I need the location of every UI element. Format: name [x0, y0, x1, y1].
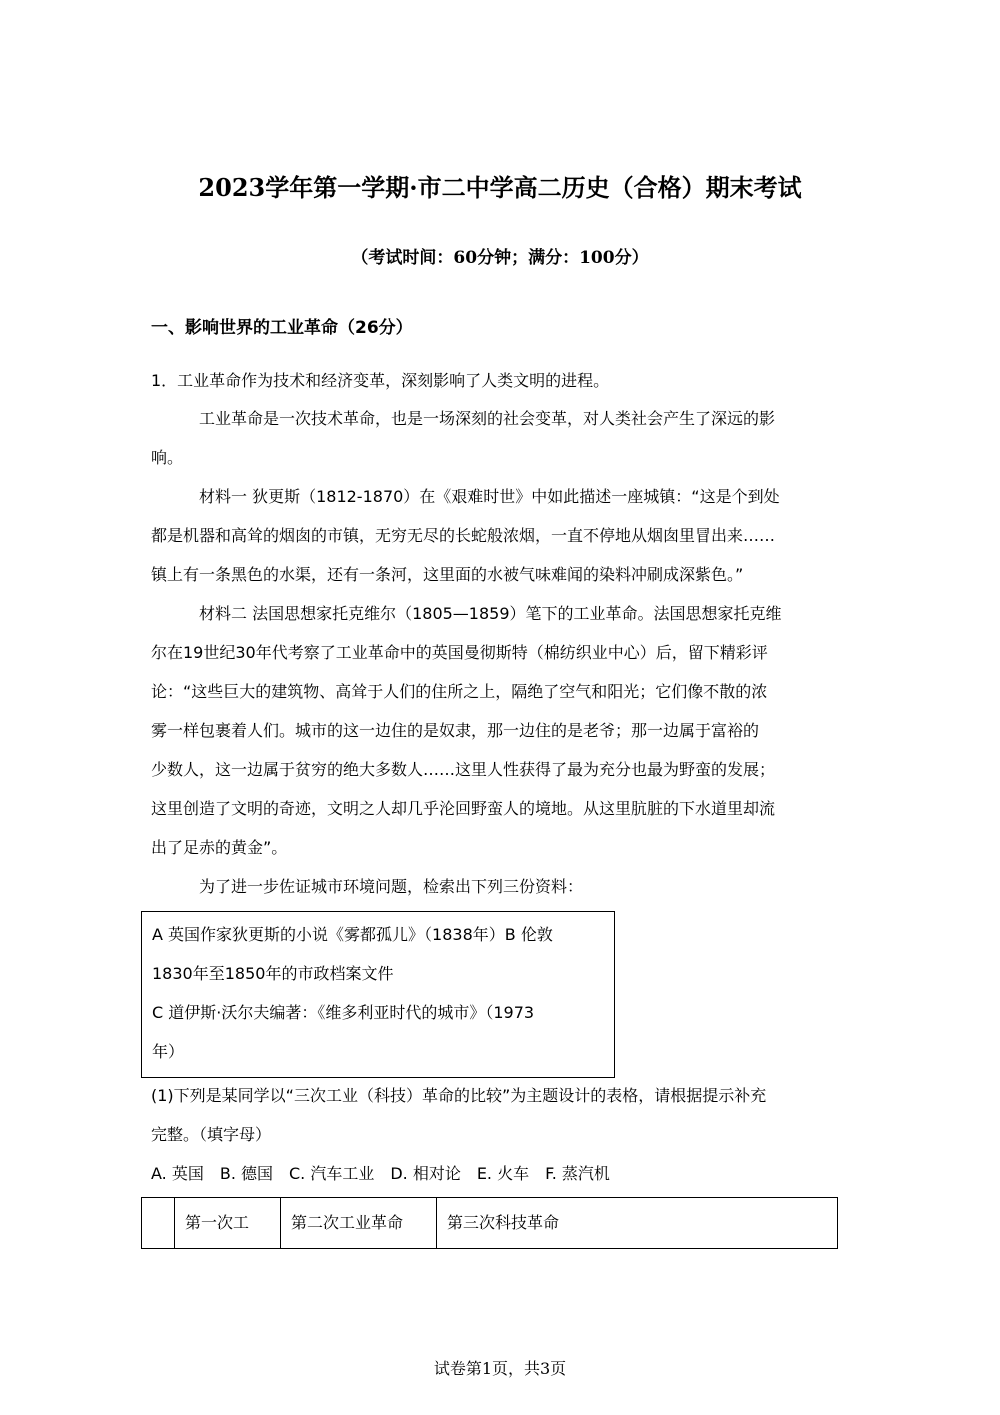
- exam-subtitle: （考试时间：60分钟；满分：100分）: [351, 248, 649, 268]
- material1-line: 镇上有一条黑色的水渠，还有一条河，这里面的水被气味难闻的染料冲刷成深紫色。”: [151, 565, 744, 584]
- exam-title: 2023学年第一学期·市二中学高二历史（合格）期末考试: [198, 173, 802, 202]
- table-header-cell: [142, 1198, 175, 1248]
- material2-line: 少数人，这一边属于贫穷的绝大多数人……这里人性获得了最为充分也最为野蛮的发展；: [151, 760, 776, 779]
- section-heading: 一、影响世界的工业革命（26分）: [151, 318, 413, 338]
- material2-line: 尔在19世纪30年代考察了工业革命中的英国曼彻斯特（棉纺织业中心）后，留下精彩评: [151, 643, 768, 662]
- table-header-cell: 第一次工: [175, 1198, 281, 1248]
- paragraph-line: 工业革命是一次技术革命，也是一场深刻的社会变革，对人类社会产生了深远的影: [199, 409, 776, 428]
- material2-line: 论：“这些巨大的建筑物、高耸于人们的住所之上，隔绝了空气和阳光；它们像不散的浓: [151, 682, 768, 701]
- answer-options: A. 英国 B. 德国 C. 汽车工业 D. 相对论 E. 火车 F. 蒸汽机: [151, 1164, 610, 1183]
- question-prompt: 1．工业革命作为技术和经济变革，深刻影响了人类文明的进程。: [151, 371, 610, 390]
- evidence-line: 年）: [152, 1042, 185, 1061]
- table-header-cell: 第二次工业革命: [281, 1198, 437, 1248]
- evidence-box: [141, 911, 615, 1078]
- material2-line: 材料二 法国思想家托克维尔（1805—1859）笔下的工业革命。法国思想家托克维: [199, 604, 782, 623]
- material2-line: 雾一样包裹着人们。城市的这一边住的是奴隶，那一边住的是老爷；那一边属于富裕的: [151, 721, 760, 740]
- evidence-line: C 道伊斯·沃尔夫编著：《维多利亚时代的城市》（1973: [152, 1003, 535, 1022]
- material1-line: 材料一 狄更斯（1812-1870）在《艰难时世》中如此描述一座城镇：“这是个到处: [199, 487, 780, 506]
- evidence-intro: 为了进一步佐证城市环境问题，检索出下列三份资料：: [199, 877, 584, 896]
- table-header-cell: 第三次科技革命: [447, 1213, 560, 1232]
- subquestion-line: 完整。（填字母）: [151, 1125, 272, 1144]
- material1-line: 都是机器和高耸的烟囱的市镇，无穷无尽的长蛇般浓烟，一直不停地从烟囱里冒出来……: [151, 526, 776, 545]
- page-footer: 试卷第1页，共3页: [433, 1359, 567, 1378]
- subquestion-line: (1)下列是某同学以“三次工业（科技）革命的比较”为主题设计的表格，请根据提示补充: [151, 1086, 767, 1105]
- material2-line: 出了足赤的黄金”。: [151, 838, 288, 857]
- evidence-line: 1830年至1850年的市政档案文件: [152, 964, 394, 983]
- comparison-table: [141, 1197, 838, 1249]
- paragraph-line: 响。: [151, 448, 184, 467]
- evidence-line: A 英国作家狄更斯的小说《雾都孤儿》（1838年）B 伦敦: [152, 925, 553, 944]
- material2-line: 这里创造了文明的奇迹，文明之人却几乎沦回野蛮人的境地。从这里肮脏的下水道里却流: [151, 799, 776, 818]
